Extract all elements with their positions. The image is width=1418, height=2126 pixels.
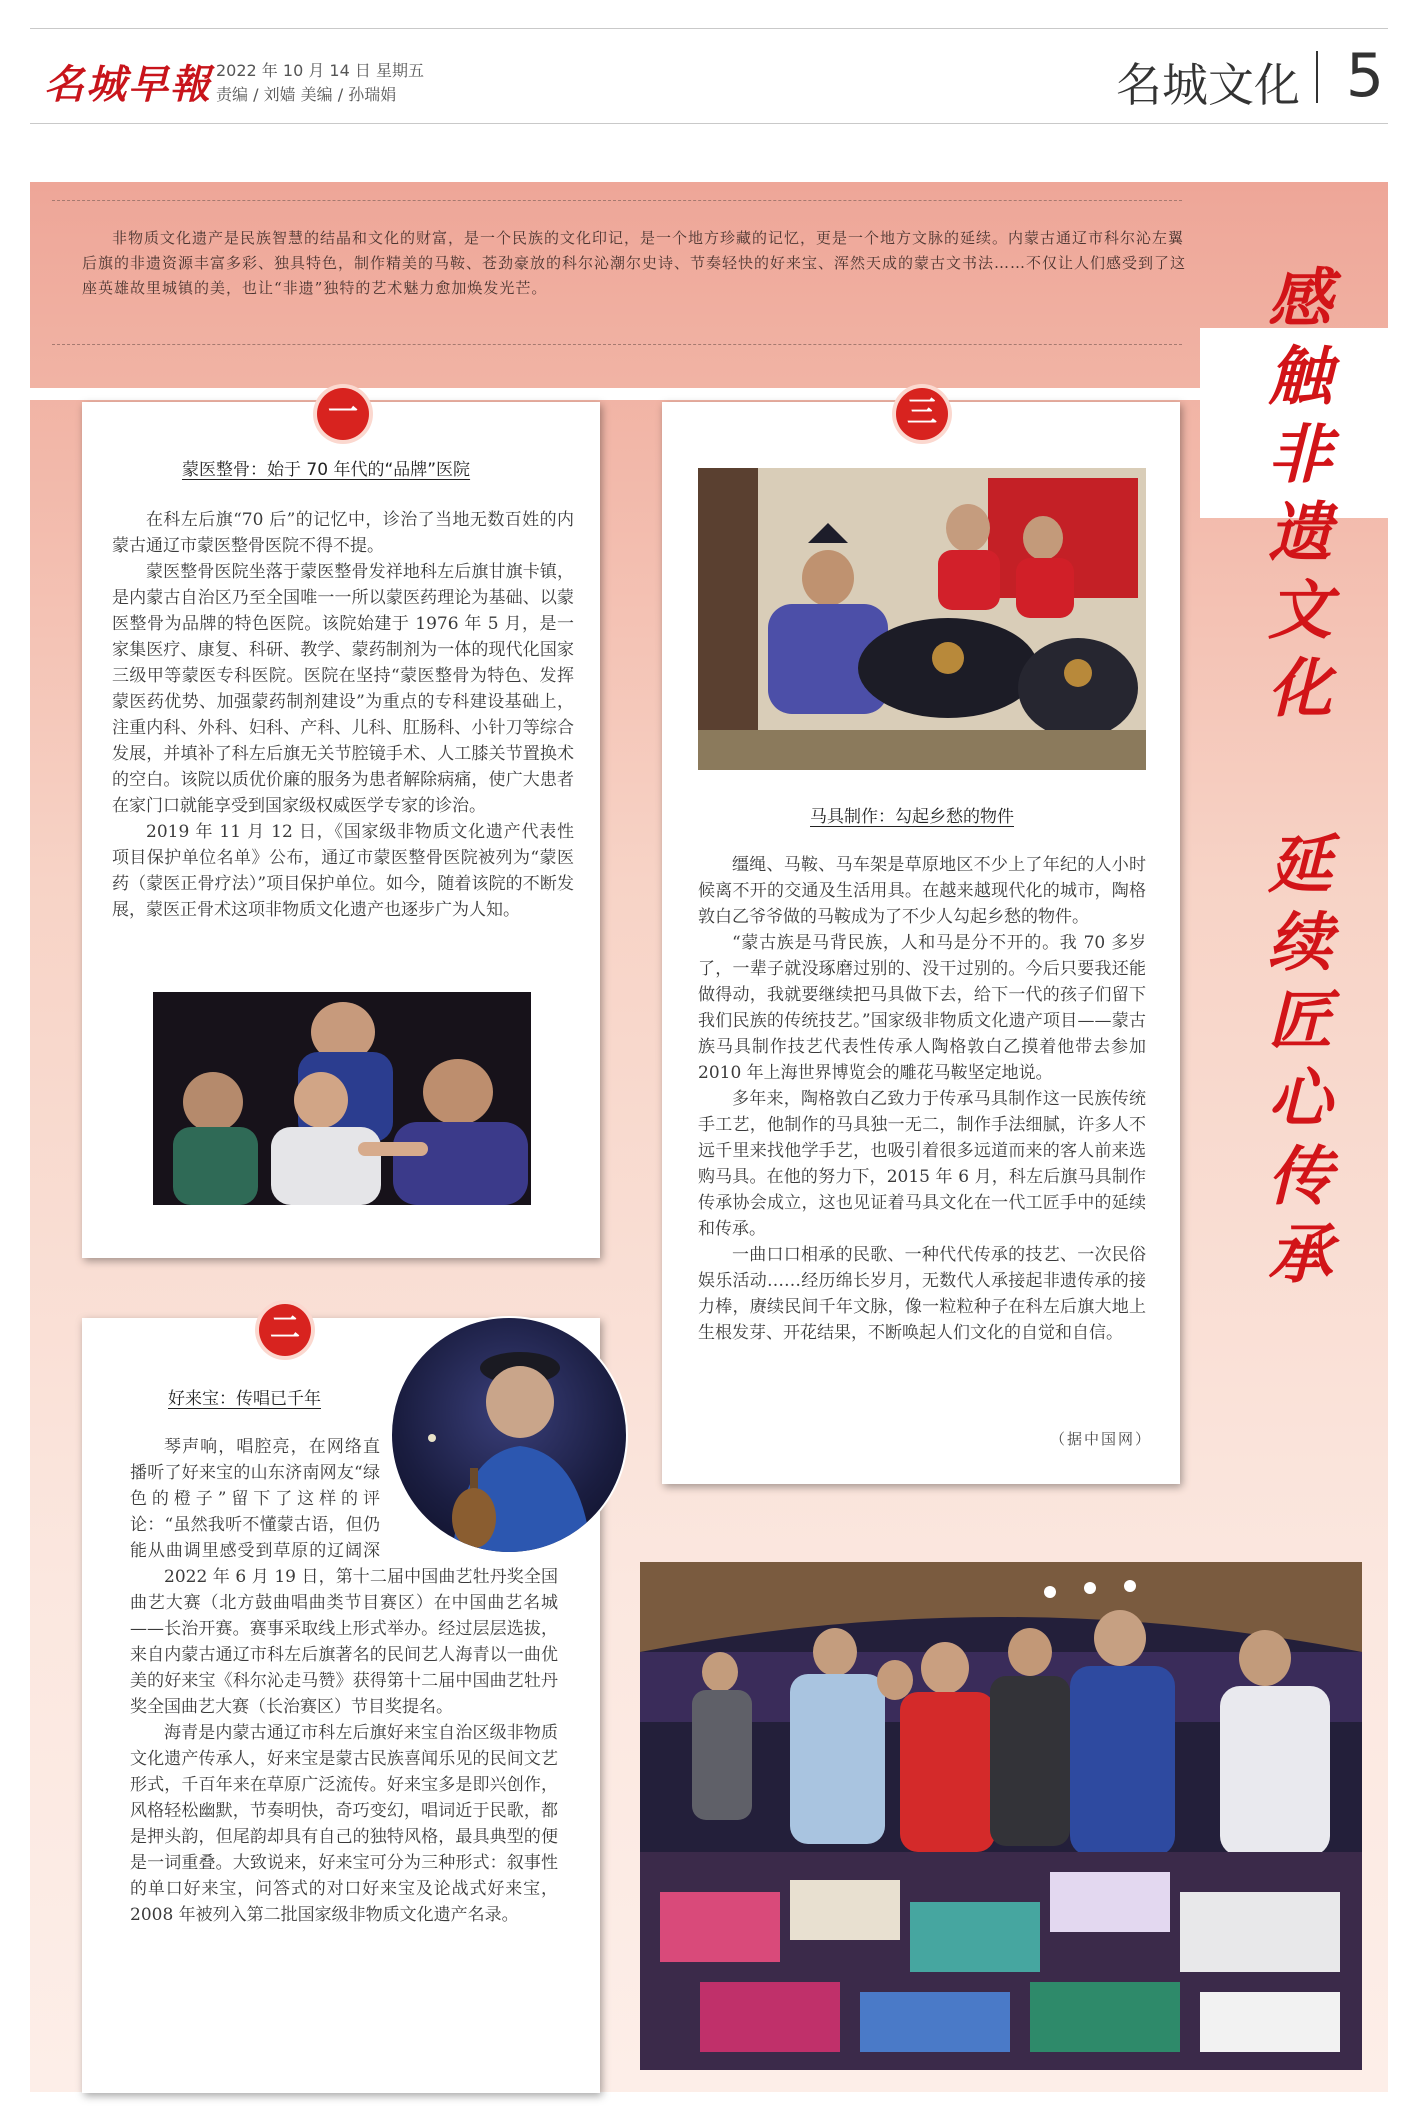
issue-date: 2022 年 10 月 14 日 星期五 <box>216 61 424 80</box>
section-3-heading: 马具制作：勾起乡愁的物件 <box>810 807 1014 827</box>
paragraph: 多年来，陶格敦白乙致力于传承马具制作这一民族传统手工艺，他制作的马具独一无二，制作手法细腻，许多人不远千里来找他学手艺，也吸引着很多远道而来的客人前来选购马具。在他的努力下，2015 年 6 月，科左后旗马具制作传承协会成立，这也见证着马具文化在一代工匠手中的延续和传承。 <box>698 1089 1146 1239</box>
editors: 责编 / 刘嫱 美编 / 孙瑞娟 <box>216 85 397 104</box>
paragraph: “蒙古族是马背民族，人和马是分不开的。我 70 多岁了，一辈子就没琢磨过别的、没干过别的。今后只要我还能做得动，我就要继续把马具做下去，给下一代的孩子们留下我们民族的传统技艺。”国家级非物质文化遗产项目——蒙古族马具制作技艺代表性传承人陶格敦白乙摸着他带去参加 2010 年上海世界博览会的雕花马鞍坚定地说。 <box>698 933 1146 1083</box>
section-number-3: 三 <box>896 388 948 440</box>
title-line-2: 延续匠心传承 <box>1257 830 1332 1298</box>
paragraph: 缰绳、马鞍、马车架是草原地区不少上了年纪的人小时候离不开的交通及生活用具。在越来越现代化的城市，陶格敦白乙爷爷做的马鞍成为了不少人勾起乡愁的物件。 <box>698 855 1146 927</box>
section-1-body <box>112 507 574 923</box>
paragraph: 一曲口口相承的民歌、一种代代传承的技艺、一次民俗娱乐活动……经历绵长岁月，无数代人承接起非遗传承的接力棒，赓续民间千年文脉，像一粒粒种子在科左后旗大地上生根发芽、开花结果，不断唤起人们文化的自觉和自信。 <box>698 1245 1146 1343</box>
page-number: 5 <box>1345 41 1384 111</box>
section-2-body <box>130 1564 558 1928</box>
newspaper-logo: 名城早報 <box>44 61 212 108</box>
paragraph: 2022 年 6 月 19 日，第十二届中国曲艺牡丹奖全国曲艺大赛（北方鼓曲唱曲类节目赛区）在中国曲艺名城——长治开赛。赛事采取线上形式举办。经过层层选拔，来自内蒙古通辽市科左后旗著名的民间艺人海青以一曲优美的好来宝《科尔沁走马赞》获得第十二届中国曲艺牡丹奖全国曲艺大赛（长治赛区）节目奖提名。 <box>130 1567 558 1717</box>
photo-bonesetting <box>153 992 531 1205</box>
divider-strip <box>30 388 1388 400</box>
photo-saddle-craftsman <box>698 468 1146 770</box>
intro-text: 非物质文化遗产是民族智慧的结晶和文化的财富，是一个民族的文化印记，是一个地方珍藏的记忆，更是一个地方文脉的延续。内蒙古通辽市科尔沁左翼后旗的非遗资源丰富多彩、独具特色，制作精美的马鞍、苍劲豪放的科尔沁潮尔史诗、节奏轻快的好来宝、浑然天成的蒙古文书法……不仅让人们感受到了这座英雄故里城镇的美，也让“非遗”独特的艺术魅力愈加焕发光芒。 <box>82 229 1187 297</box>
photo-exhibition <box>640 1562 1362 2070</box>
paragraph: 琴声响，唱腔亮，在网络直播听了好来宝的山东济南网友“绿色的橙子”留下了这样的评论：“虽然我听不懂蒙古语，但仍能从曲调里感受到草原的辽阔深 <box>130 1437 380 1561</box>
section-2-body-narrow <box>130 1434 380 1564</box>
section-title: 名城文化 <box>1116 58 1300 112</box>
masthead <box>30 28 1388 124</box>
paragraph: 在科左后旗“70 后”的记忆中，诊治了当地无数百姓的内蒙古通辽市蒙医整骨医院不得不提。 <box>112 510 574 556</box>
section-divider <box>1316 51 1318 103</box>
section-number-1: 一 <box>317 388 369 440</box>
title-line-1: 感触非遗文化 <box>1257 264 1332 732</box>
source-credit: （据中国网） <box>1050 1430 1153 1448</box>
photo-haolaibao-singer <box>390 1316 628 1554</box>
section-3-body <box>698 852 1146 1346</box>
paragraph: 海青是内蒙古通辽市科左后旗好来宝自治区级非物质文化遗产传承人，好来宝是蒙古民族喜闻乐见的民间文艺形式，千百年来在草原广泛流传。好来宝多是即兴创作，风格轻松幽默，节奏明快，奇巧变幻，唱词近于民歌，都是押头韵，但尾韵却具有自己的独特风格，最具典型的便是一词重叠。大致说来，好来宝可分为三种形式：叙事性的单口好来宝，问答式的对口好来宝及论战式好来宝，2008 年被列入第二批国家级非物质文化遗产名录。 <box>130 1723 558 1925</box>
date-info <box>216 59 424 107</box>
section-2-heading: 好来宝：传唱已千年 <box>168 1389 321 1409</box>
paragraph: 蒙医整骨医院坐落于蒙医整骨发祥地科左后旗甘旗卡镇，是内蒙古自治区乃至全国唯一一所以蒙医药理论为基础、以蒙医整骨为品牌的特色医院。该院始建于 1976 年 5 月，是一家集医疗、康复、科研、教学、蒙药制剂为一体的现代化国家三级甲等蒙医专科医院。医院在坚持“蒙医整骨为特色、发挥蒙医药优势、加强蒙药制剂建设”为重点的专科建设基础上，注重内科、外科、妇科、产科、儿科、肛肠科、小针刀等综合发展，并填补了科左后旗无关节腔镜手术、人工膝关节置换术的空白。该院以质优价廉的服务为患者解除病痛，使广大患者在家门口就能享受到国家级权威医学专家的诊治。 <box>112 562 574 816</box>
paragraph: 2019 年 11 月 12 日，《国家级非物质文化遗产代表性项目保护单位名单》公布，通辽市蒙医整骨医院被列为“蒙医药（蒙医正骨疗法）”项目保护单位。如今，随着该院的不断发展，蒙医正骨术这项非物质文化遗产也逐步广为人知。 <box>112 822 574 920</box>
section-1-heading: 蒙医整骨：始于 70 年代的“品牌”医院 <box>182 460 471 480</box>
section-number-2: 二 <box>259 1304 311 1356</box>
